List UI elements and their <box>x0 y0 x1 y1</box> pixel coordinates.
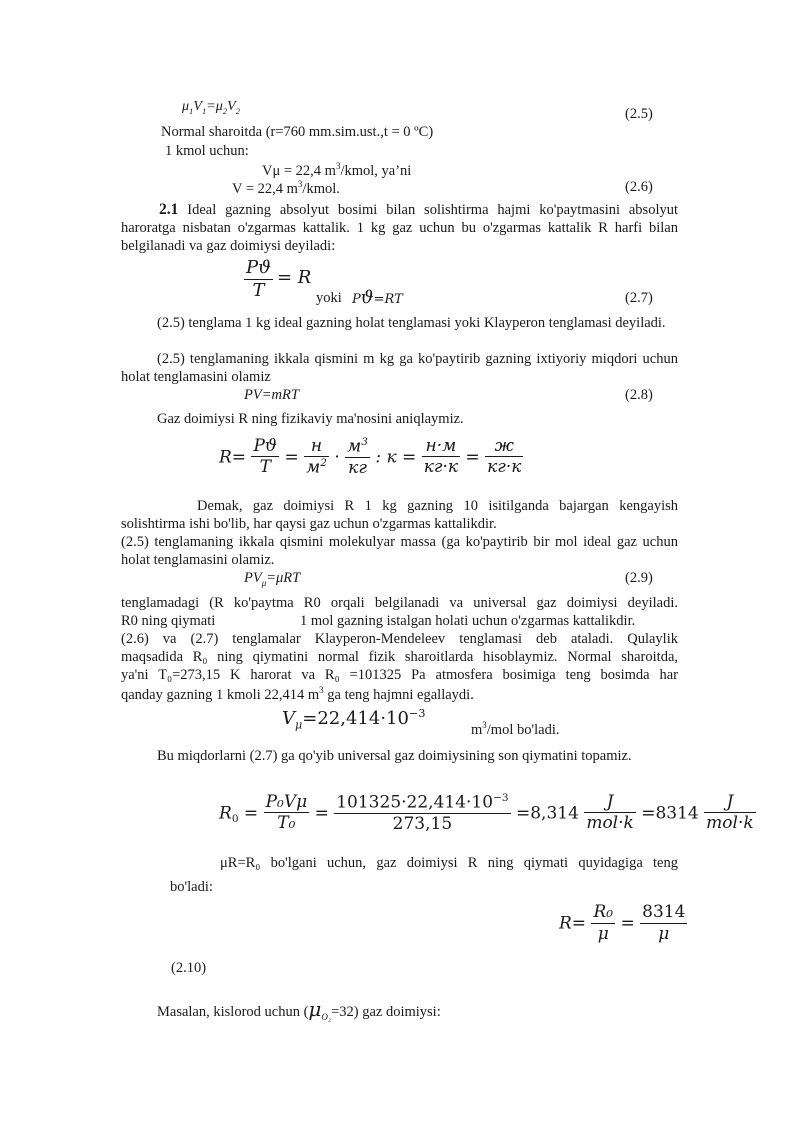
paragraph: Bu miqdorlarni (2.7) ga qo'yib universal gaz doimiysining son qiymatini topamiz. <box>157 748 632 764</box>
text-line: Normal sharoitda (r=760 mm.sim.ust.,t = 0 ºC) <box>161 124 434 140</box>
text-line: qanday gazning 1 kmoli 22,414 $m^3$ ga teng hajmni egallaydi. <box>121 685 474 703</box>
text-line: maqsadida R₀ ning qiymatini normal fizik sharoitlarda hisoblaymiz. Normal sharoitda, <box>121 649 678 665</box>
paragraph: (2.5) tenglama 1 kg ideal gazning holat tenglamasi yoki Klayperon tenglamasi deyiladi. <box>157 315 666 331</box>
equation-rhs: = R <box>277 267 312 288</box>
equation-2-5: $\mu_1V_1=\mu_2V_2$ <box>182 99 241 116</box>
equation-number: (2.9) <box>625 570 653 586</box>
text-line: (2.6) va (2.7) tenglamalar Klayperon-Mendeleev tenglamasi deb ataladi. Qulaylik <box>121 631 678 647</box>
text-line: μR=R₀ bo'lgani uchun, gaz doimiysi R ning qiymati quyidagiga teng <box>220 855 678 871</box>
text-line: ya'ni T₀=273,15 K harorat va R₀ =101325 Pa atmosfera bosimiga teng bosimda har <box>121 667 678 683</box>
text-line: 1 mol gazning istalgan holati uchun o'zgarmas kattalikdir. <box>300 613 636 629</box>
paragraph: 2.1 Ideal gazning absolyut bosimi bilan solishtirma hajmi ko'paytmasini absolyut haroratga nisbatan o'zgarmas kattalik. 1 kg gaz uchun bu o'zgarmas kattalik R harfi bilan belgilanadi va gaz doimiysi deyiladi: <box>121 201 678 254</box>
equation-number: (2.8) <box>625 387 653 403</box>
text-yoki: yoki <box>316 290 342 306</box>
text-line: V = 22,4 $m^3$/kmol. <box>232 179 340 197</box>
equation-2-8: PV=mRT <box>244 387 299 403</box>
equation-2-7: $\frac{Pϑ}{T}$ <box>246 257 271 301</box>
equation-units: R= $\frac{Pϑ}{T}$ = $\frac{н}{м^2}$ · $\frac{м^3}{кг}$ : к = $\frac{н\cdot м}{кг\cdot к}$ = $\frac{ж}{кг\cdot к}$ <box>219 435 522 479</box>
equation-number: (2.5) <box>625 106 653 122</box>
text-line: tenglamadagi (R ko'paytma R0 orqali belgilanadi va universal gaz doimiysi deyiladi. <box>121 595 678 611</box>
text-line: Gaz doimiysi R ning fizikaviy ma'nosini aniqlaymiz. <box>157 411 464 427</box>
text-line: 1 kmol uchun: <box>165 143 249 159</box>
paragraph: Demak, gaz doimiysi R 1 kg gazning 10 isitilganda bajargan kengayish solishtirma ishi bo'lib, har qaysi gaz uchun o'zgarmas kattalikdir. <box>121 498 678 532</box>
text-line: bo'ladi: <box>170 879 213 895</box>
paragraph: (2.5) tenglamaning ikkala qismini molekulyar massa (ga ko'paytirib bir mol ideal gaz uchun holat tenglamasini olamiz. <box>121 534 678 568</box>
equation-2-10: R= $\frac{\text{R₀}}{\mu}$ = $\frac{8314}{\mu}$ <box>559 902 686 944</box>
equation-number: (2.6) <box>625 179 653 195</box>
equation-2-9: $PV_\mu=\mu RT$ <box>244 570 301 588</box>
equation-number: (2.10) <box>171 960 207 976</box>
text-unit: $m^3$/mol bo'ladi. <box>471 720 560 738</box>
text-line: R0 ning qiymati <box>121 613 216 629</box>
text-line: Masalan, kislorod uchun $(\mu_{O_2}=32)$ gaz doimiysi: <box>157 997 441 1022</box>
equation-r0: $R_0$ = $\frac{\text{P₀Vμ}}{\text{T₀}}$ = $\frac{101325\cdot 22,414\cdot 10^{-3}}{273,15}$ =8,314 $\frac{J}{\text{mol·k}}$ =8314 $\frac{J}{\text{mol·k}}$ <box>219 791 754 835</box>
equation-vmu: $V_\mu=22,414\cdot 10^{-3}$ <box>282 707 426 732</box>
equation-alt: Pϑ=RT <box>352 287 403 308</box>
paragraph: (2.5) tenglamaning ikkala qismini m kg ga ko'paytirib gazning ixtiyoriy miqdori uchun holat tenglamasini olamiz <box>121 351 678 385</box>
text-line: Vμ = 22,4 $m^3$/kmol, ya’ni <box>262 161 412 179</box>
equation-number: (2.7) <box>625 290 653 306</box>
